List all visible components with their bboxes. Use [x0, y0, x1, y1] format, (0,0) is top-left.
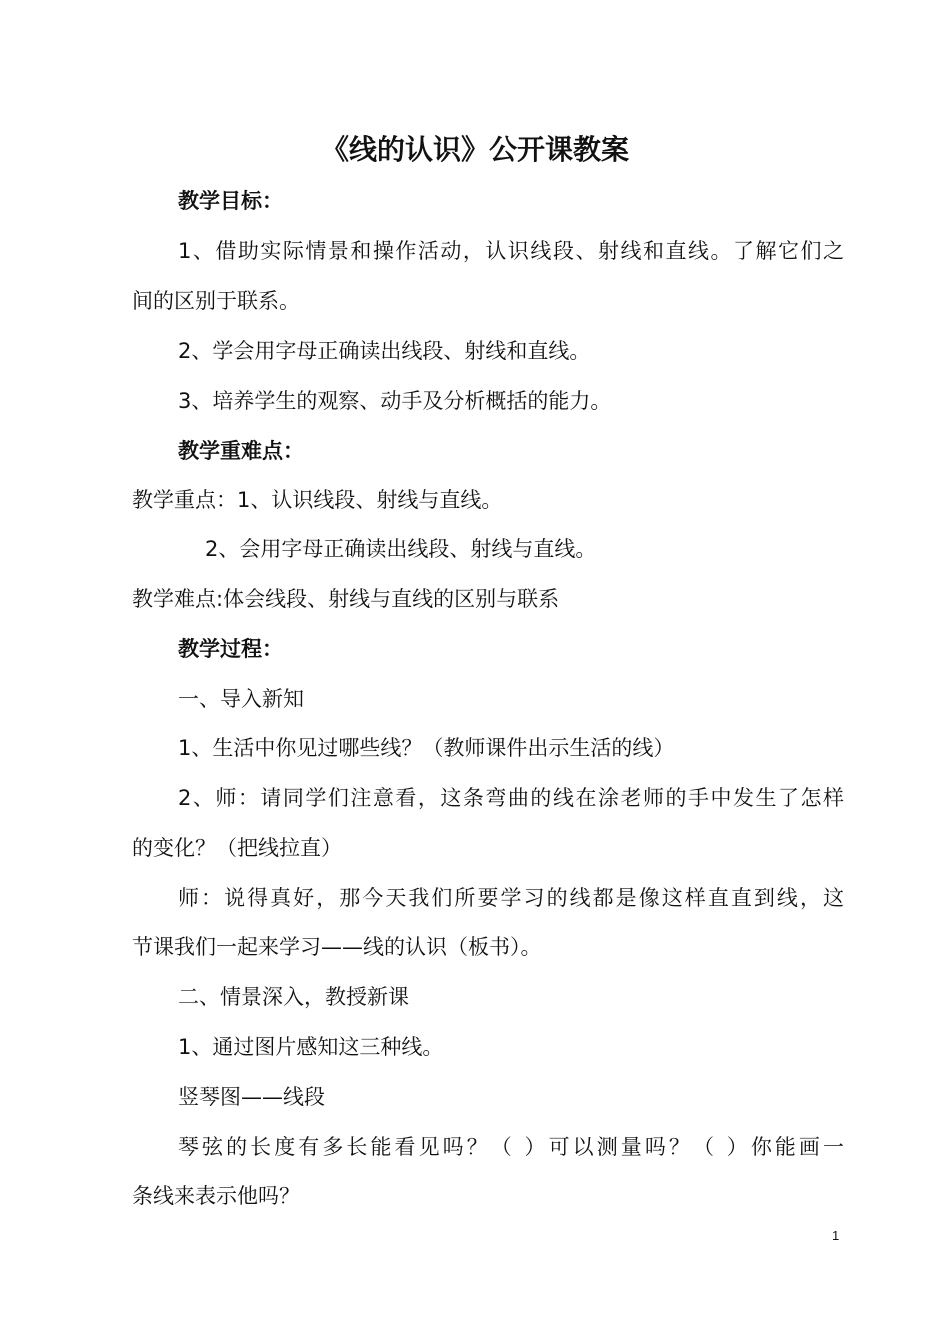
paragraph-line: 琴弦的长度有多长能看见吗？（ ）可以测量吗？（ ）你能画一 — [178, 1135, 844, 1159]
paragraph-line: 教学难点:体会线段、射线与直线的区别与联系 — [132, 587, 560, 611]
page-number: 1 — [832, 1228, 840, 1243]
section-heading-objectives: 教学目标： — [178, 189, 283, 213]
paragraph-line: 二、情景深入，教授新课 — [178, 985, 409, 1009]
paragraph-line: 1、通过图片感知这三种线。 — [178, 1035, 444, 1059]
paragraph-line: 一、导入新知 — [178, 687, 304, 711]
paragraph-line: 1、借助实际情景和操作活动，认识线段、射线和直线。了解它们之 — [178, 239, 844, 263]
paragraph-line: 2、师：请同学们注意看，这条弯曲的线在涂老师的手中发生了怎样 — [178, 786, 844, 810]
section-heading-process: 教学过程： — [178, 637, 283, 661]
paragraph-line: 3、培养学生的观察、动手及分析概括的能力。 — [178, 389, 612, 413]
paragraph-line: 2、学会用字母正确读出线段、射线和直线。 — [178, 339, 591, 363]
paragraph-line: 师：说得真好，那今天我们所要学习的线都是像这样直直到线，这 — [178, 886, 844, 910]
paragraph-line: 1、生活中你见过哪些线？（教师课件出示生活的线） — [178, 736, 675, 760]
paragraph-line: 教学重点：1、认识线段、射线与直线。 — [132, 488, 503, 512]
paragraph-line: 间的区别于联系。 — [132, 289, 300, 313]
paragraph-line: 的变化？（把线拉直） — [132, 836, 342, 860]
document-title: 《线的认识》公开课教案 — [320, 133, 629, 166]
paragraph-line: 竖琴图——线段 — [178, 1085, 325, 1109]
paragraph-line: 2、会用字母正确读出线段、射线与直线。 — [205, 537, 597, 561]
paragraph-line: 节课我们一起来学习——线的认识（板书）。 — [132, 935, 542, 959]
section-heading-key-points: 教学重难点： — [178, 439, 304, 463]
paragraph-line: 条线来表示他吗？ — [132, 1184, 300, 1208]
